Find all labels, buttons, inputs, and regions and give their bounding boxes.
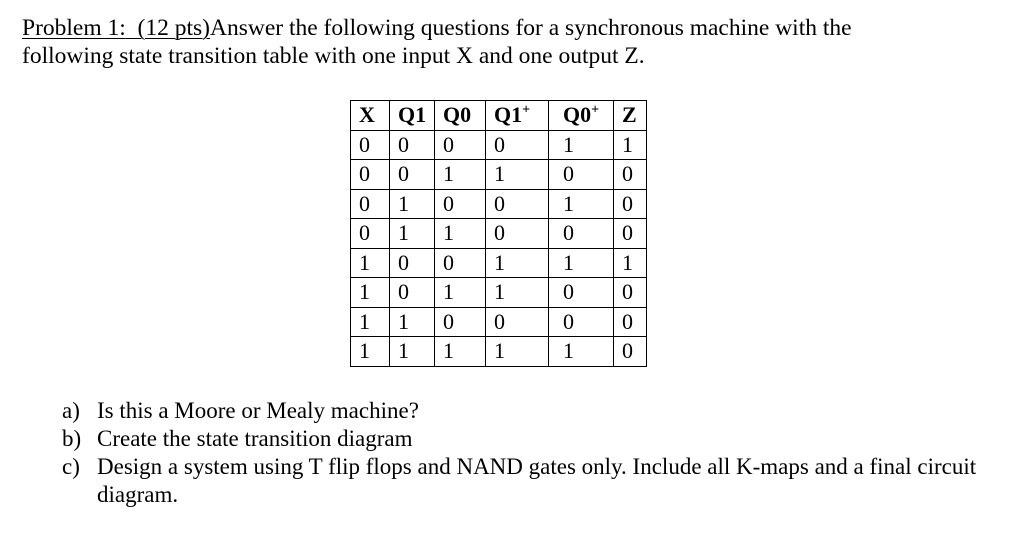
table-row [351,337,647,367]
table-row [351,189,647,219]
table-cell: 0 [614,219,647,249]
table-cell: 1 [351,278,390,308]
table-cell: 1 [351,307,390,337]
question-text: Create the state transition diagram [97,426,413,451]
table-cell: 0 [486,130,549,160]
table-cell: 1 [351,248,390,278]
table-cell: 1 [435,219,486,249]
question-a [62,397,1012,425]
table-cell: 1 [435,337,486,367]
table-row [351,307,647,337]
table-header-row [351,101,647,131]
table-row [351,130,647,160]
problem-statement [22,14,1012,70]
question-list [62,397,1012,509]
problem-heading [22,15,210,41]
table-cell: 1 [549,337,614,367]
table-cell: 0 [614,278,647,308]
table-cell: 0 [390,130,435,160]
table-cell: 0 [390,248,435,278]
table-cell: 1 [390,219,435,249]
state-transition-table [350,100,647,367]
table-cell: 1 [614,248,647,278]
table-cell: 0 [614,337,647,367]
question-text: Design a system using T flip flops and NAND gates only. Include all K-maps and a final circuit diagram. [97,454,977,507]
table-cell: 0 [549,307,614,337]
problem-text-line-2: following state transition table with one input X and one output Z. [22,43,645,69]
question-label: b) [62,426,82,451]
table-cell: 0 [435,130,486,160]
table-cell: 1 [549,189,614,219]
problem-number: Problem 1: [22,15,126,41]
table-cell: 0 [614,307,647,337]
header-q1-next: Q1+ [486,101,549,131]
table-cell: 1 [614,130,647,160]
question-label: a) [62,398,80,423]
table-body [351,130,647,366]
header-x: X [351,101,390,131]
table-cell: 1 [486,337,549,367]
table-row [351,219,647,249]
table-cell: 0 [351,219,390,249]
question-text: Is this a Moore or Mealy machine? [97,398,419,423]
table-cell: 1 [549,248,614,278]
table-cell: 1 [351,337,390,367]
table-cell: 1 [549,130,614,160]
table-cell: 1 [486,248,549,278]
table-cell: 0 [390,160,435,190]
table-cell: 1 [390,189,435,219]
table-row [351,160,647,190]
table-cell: 0 [549,219,614,249]
question-c [62,453,1012,509]
header-q1: Q1 [390,101,435,131]
table-cell: 0 [486,219,549,249]
table-cell: 0 [435,248,486,278]
header-q0: Q0 [435,101,486,131]
problem-line-1 [22,14,1012,42]
table-cell: 0 [614,189,647,219]
table-cell: 0 [351,130,390,160]
table-cell: 0 [435,189,486,219]
table-cell: 0 [486,189,549,219]
table-cell: 1 [390,307,435,337]
table-cell: 0 [486,307,549,337]
table-cell: 1 [390,337,435,367]
header-z: Z [614,101,647,131]
table-cell: 0 [549,160,614,190]
table-cell: 1 [486,278,549,308]
table-cell: 1 [435,160,486,190]
table-cell: 1 [486,160,549,190]
table-row [351,248,647,278]
problem-points: (12 pts) [137,15,210,41]
question-b [62,425,1012,453]
question-label: c) [62,454,80,479]
table-row [351,278,647,308]
table-cell: 0 [435,307,486,337]
table-cell: 0 [351,160,390,190]
problem-text-line-1: Answer the following questions for a synchronous machine with the [210,15,852,41]
table-cell: 0 [549,278,614,308]
table-cell: 1 [435,278,486,308]
table-cell: 0 [390,278,435,308]
table-cell: 0 [351,189,390,219]
table-cell: 0 [614,160,647,190]
header-q0-next: Q0+ [549,101,614,131]
